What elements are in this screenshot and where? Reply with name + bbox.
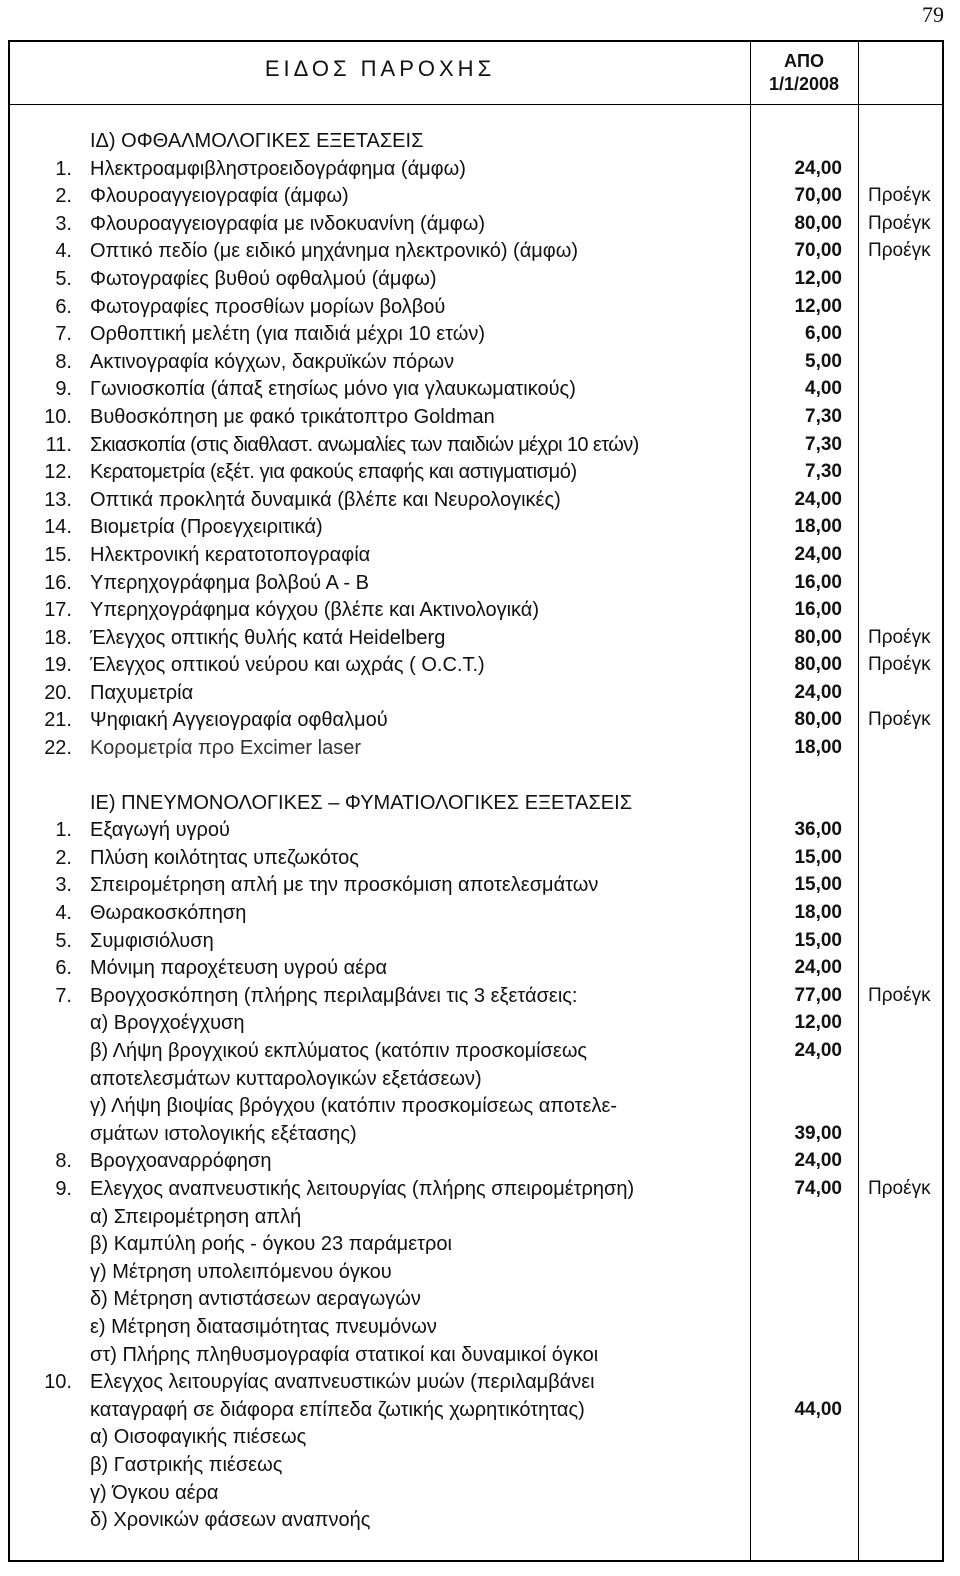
item-label: γ) Όγκου αέρα <box>90 1481 219 1504</box>
item-price: 16,00 <box>794 571 842 593</box>
item-number: 3. <box>55 212 72 235</box>
item-label: δ) Χρονικών φάσεων αναπνοής <box>90 1509 371 1532</box>
item-label: Έλεγχος οπτικού νεύρου και ωχράς ( Ο.C.Τ.) <box>90 654 485 677</box>
table-row <box>10 183 942 211</box>
item-label: β) Γαστρικής πιέσεως <box>90 1453 283 1476</box>
item-label: Γωνιοσκοπία (άπαξ ετησίως μόνο για γλαυκωματικούς) <box>90 378 576 401</box>
item-label: β) Καμπύλη ροής - όγκου 23 παράμετροι <box>90 1233 452 1256</box>
item-label: Φωτογραφίες βυθού οφθαλμού (άμφω) <box>90 267 437 290</box>
item-number: 7. <box>55 323 72 346</box>
item-number: 10. <box>44 1371 72 1394</box>
item-number: 18. <box>44 626 72 649</box>
table-row <box>10 1066 942 1094</box>
item-price: 12,00 <box>794 267 842 289</box>
item-number: 22. <box>44 737 72 760</box>
item-label: Ορθοπτική μελέτη (για παιδιά μέχρι 10 ετών) <box>90 323 486 346</box>
table-row <box>10 459 942 487</box>
item-price: 80,00 <box>794 212 842 234</box>
table-row <box>10 1204 942 1232</box>
item-number: 15. <box>44 543 72 566</box>
table-row <box>10 928 942 956</box>
section-heading: ΙΕ) ΠΝΕΥΜΟΝΟΛΟΓΙΚΕΣ – ΦΥΜΑΤΙΟΛΟΓΙΚΕΣ ΕΞΕΤΑΣΕΙΣ <box>90 791 633 814</box>
item-price: 80,00 <box>794 654 842 676</box>
item-label: α) Βρογχοέγχυση <box>90 1012 245 1035</box>
item-label: Συμφισιόλυση <box>90 929 214 952</box>
item-price: 12,00 <box>794 1012 842 1034</box>
table-row <box>10 1148 942 1176</box>
item-label: Υπερηχογράφημα κόγχου (βλέπε και Ακτινολογικά) <box>90 599 540 622</box>
item-label: καταγραφή σε διάφορα επίπεδα ζωτικής χωρητικότητας) <box>90 1398 585 1421</box>
table-row <box>10 1010 942 1038</box>
item-price: 44,00 <box>794 1398 842 1420</box>
item-label: Βυθοσκόπηση με φακό τρικάτοπτρο Goldman <box>90 405 495 428</box>
item-label: α) Σπειρομέτρηση απλή <box>90 1205 302 1228</box>
header-divider <box>10 104 942 105</box>
item-number: 16. <box>44 571 72 594</box>
item-note: Προέγκ <box>868 626 931 648</box>
item-label: Φωτογραφίες προσθίων μορίων βολβού <box>90 295 446 318</box>
item-price: 5,00 <box>805 350 842 372</box>
table-row <box>10 294 942 322</box>
item-label: β) Λήψη βρογχικού εκπλύματος (κατόπιν προσκομίσεως <box>90 1040 588 1062</box>
item-label: Οπτικό πεδίο (με ειδικό μηχάνημα ηλεκτρονικό) (άμφω) <box>90 240 579 263</box>
item-label: αποτελεσμάτων κυτταρολογικών εξετάσεων) <box>90 1067 482 1090</box>
item-label: στ) Πλήρης πληθυσμογραφία στατικοί και δυναμικοί όγκοι <box>90 1343 599 1366</box>
table-row <box>10 432 942 460</box>
item-price: 24,00 <box>794 681 842 703</box>
table-body <box>10 128 942 1535</box>
item-number: 9. <box>55 1177 72 1200</box>
item-price: 12,00 <box>794 295 842 317</box>
item-price: 36,00 <box>794 819 842 841</box>
item-number: 8. <box>55 350 72 373</box>
item-label: Ελεγχος αναπνευστικής λειτουργίας (πλήρης σπειρομέτρηση) <box>90 1177 635 1200</box>
item-number: 19. <box>44 654 72 677</box>
item-price: 6,00 <box>805 323 842 345</box>
table-row <box>10 376 942 404</box>
item-number: 11. <box>45 433 72 456</box>
item-price: 15,00 <box>794 874 842 896</box>
item-number: 21. <box>44 709 72 732</box>
table-row <box>10 404 942 432</box>
item-label: Κερατομετρία (εξέτ. για φακούς επαφής και αστιγματισμό) <box>90 461 577 484</box>
item-price: 24,00 <box>794 543 842 565</box>
table-row <box>10 156 942 184</box>
item-note: Προέγκ <box>868 185 931 207</box>
item-price: 7,30 <box>805 405 842 427</box>
table-row <box>10 1452 942 1480</box>
date-label-from: ΑΠΟ <box>784 51 824 71</box>
table-row <box>10 1507 942 1535</box>
item-note: Προέγκ <box>868 212 931 234</box>
item-number: 2. <box>55 846 72 869</box>
item-label: Οπτικά προκλητά δυναμικά (βλέπε και Νευρολογικές) <box>90 488 561 511</box>
item-number: 10. <box>44 405 72 428</box>
table-row <box>10 680 942 708</box>
table-row <box>10 872 942 900</box>
item-label: Ακτινογραφία κόγχων, δακρυϊκών πόρων <box>90 350 455 373</box>
item-price: 4,00 <box>805 378 842 400</box>
table-row <box>10 570 942 598</box>
item-number: 12. <box>44 461 72 484</box>
table-row <box>10 845 942 873</box>
item-price: 70,00 <box>794 185 842 207</box>
table-row <box>10 266 942 294</box>
item-note: Προέγκ <box>868 654 931 676</box>
table-row <box>10 983 942 1011</box>
item-label: Σκιασκοπία (στις διαθλαστ. ανωμαλίες των παιδιών μέχρι 10 ετών) <box>90 433 639 456</box>
item-label: γ) Μέτρηση υπολειπόμενου όγκου <box>90 1260 392 1283</box>
item-label: Πλύση κοιλότητας υπεζωκότος <box>90 846 359 869</box>
item-price: 15,00 <box>794 929 842 951</box>
item-number: 9. <box>55 378 72 401</box>
item-note: Προέγκ <box>868 240 931 262</box>
item-price: 80,00 <box>794 626 842 648</box>
table-row <box>10 1424 942 1452</box>
table-row <box>10 652 942 680</box>
table-row <box>10 1176 942 1204</box>
item-label: Εξαγωγή υγρού <box>90 819 230 842</box>
table-row <box>10 349 942 377</box>
table-row <box>10 542 942 570</box>
table-row <box>10 1093 942 1121</box>
item-number: 1. <box>55 157 72 180</box>
table-header-title: ΕΙΔΟΣ ΠΑΡΟΧΗΣ <box>264 56 496 81</box>
table-row <box>10 487 942 515</box>
item-label: Κορομετρία προ Excimer laser <box>90 737 361 760</box>
table-row <box>10 1231 942 1259</box>
item-price: 7,30 <box>805 433 842 455</box>
item-number: 3. <box>55 874 72 897</box>
item-label: Θωρακοσκόπηση <box>90 902 247 925</box>
item-label: Υπερηχογράφημα βολβού Α - Β <box>90 571 369 594</box>
item-price: 18,00 <box>794 902 842 924</box>
table-row <box>10 1480 942 1508</box>
item-label: Έλεγχος οπτικής θυλής κατά Heidelberg <box>90 626 446 649</box>
table-header-date <box>750 50 858 96</box>
item-number: 20. <box>44 681 72 704</box>
item-price: 7,30 <box>805 461 842 483</box>
item-number: 4. <box>55 902 72 925</box>
item-note: Προέγκ <box>868 1177 931 1199</box>
item-price: 39,00 <box>794 1122 842 1144</box>
item-price: 24,00 <box>794 157 842 179</box>
item-price: 24,00 <box>794 1040 842 1061</box>
table-row <box>10 1121 942 1149</box>
item-number: 2. <box>55 185 72 208</box>
item-number: 8. <box>55 1150 72 1173</box>
table-row <box>10 955 942 983</box>
item-price: 24,00 <box>794 488 842 510</box>
table-row <box>10 597 942 625</box>
item-label: Παχυμετρία <box>90 681 194 704</box>
item-label: Φλουροαγγειογραφία (άμφω) <box>90 185 349 208</box>
item-label: ε) Μέτρηση διατασιμότητας πνευμόνων <box>90 1315 437 1338</box>
item-price: 18,00 <box>794 516 842 538</box>
item-label: Βιομετρία (Προεγχειριτικά) <box>90 516 323 539</box>
table-row <box>10 1397 942 1425</box>
item-number: 17. <box>44 599 72 622</box>
item-number: 14. <box>44 516 72 539</box>
item-price: 74,00 <box>794 1177 842 1199</box>
section-pulmonology-items <box>10 817 942 1534</box>
item-label: Ψηφιακή Αγγειογραφία οφθαλμού <box>90 709 388 732</box>
fee-table <box>8 40 944 1562</box>
table-row <box>10 1369 942 1397</box>
item-number: 13. <box>44 488 72 511</box>
item-number: 7. <box>55 984 72 1007</box>
item-price: 24,00 <box>794 1150 842 1172</box>
table-row <box>10 211 942 239</box>
item-price: 18,00 <box>794 737 842 759</box>
item-label: α) Οισοφαγικής πιέσεως <box>90 1426 307 1449</box>
item-label: Ηλεκτροαμφιβληστροειδογράφημα (άμφω) <box>90 157 466 180</box>
item-label: Φλουροαγγειογραφία με ινδοκυανίνη (άμφω) <box>90 212 486 235</box>
item-label: Μόνιμη παροχέτευση υγρού αέρα <box>90 957 388 980</box>
item-note: Προέγκ <box>868 709 931 731</box>
item-note: Προέγκ <box>868 984 931 1006</box>
item-price: 16,00 <box>794 599 842 621</box>
item-price: 15,00 <box>794 846 842 868</box>
table-row <box>10 817 942 845</box>
table-row <box>10 1342 942 1370</box>
table-row <box>10 1286 942 1314</box>
item-number: 4. <box>55 240 72 263</box>
item-label: Βρογχοαναρρόφηση <box>90 1150 272 1173</box>
item-number: 6. <box>55 295 72 318</box>
item-price: 77,00 <box>794 984 842 1006</box>
section-title <box>10 128 942 156</box>
item-number: 1. <box>55 819 72 842</box>
date-label-date: 1/1/2008 <box>768 74 840 94</box>
item-number: 5. <box>55 929 72 952</box>
table-row <box>10 321 942 349</box>
item-label: Ελεγχος λειτουργίας αναπνευστικών μυών (περιλαμβάνει <box>90 1371 595 1394</box>
item-price: 70,00 <box>794 240 842 262</box>
section-heading: ΙΔ) ΟΦΘΑΛΜΟΛΟΓΙΚΕΣ ΕΞΕΤΑΣΕΙΣ <box>90 130 424 152</box>
section-gap <box>10 763 942 790</box>
section-ophthalmology-items <box>10 156 942 763</box>
item-price: 24,00 <box>794 957 842 979</box>
table-row <box>10 1314 942 1342</box>
table-row <box>10 900 942 928</box>
section-title <box>10 790 942 818</box>
item-label: σμάτων ιστολογικής εξέτασης) <box>90 1122 357 1145</box>
item-number: 6. <box>55 957 72 980</box>
item-number: 5. <box>55 267 72 290</box>
table-row <box>10 625 942 653</box>
item-label: γ) Λήψη βιοψίας βρόγχου (κατόπιν προσκομίσεως αποτελε- <box>90 1095 618 1118</box>
item-label: Σπειρομέτρηση απλή με την προσκόμιση αποτελεσμάτων <box>90 874 599 897</box>
item-label: δ) Μέτρηση αντιστάσεων αεραγωγών <box>90 1288 421 1311</box>
table-row <box>10 707 942 735</box>
item-label: Ηλεκτρονική κερατοτοπογραφία <box>90 543 371 566</box>
table-row <box>10 735 942 763</box>
item-price: 80,00 <box>794 709 842 731</box>
item-label: Βρογχοσκόπηση (πλήρης περιλαμβάνει τις 3 εξετάσεις: <box>90 984 578 1007</box>
table-row <box>10 1259 942 1287</box>
table-row <box>10 1038 942 1066</box>
table-row <box>10 238 942 266</box>
page-number: 79 <box>922 2 944 27</box>
table-row <box>10 514 942 542</box>
